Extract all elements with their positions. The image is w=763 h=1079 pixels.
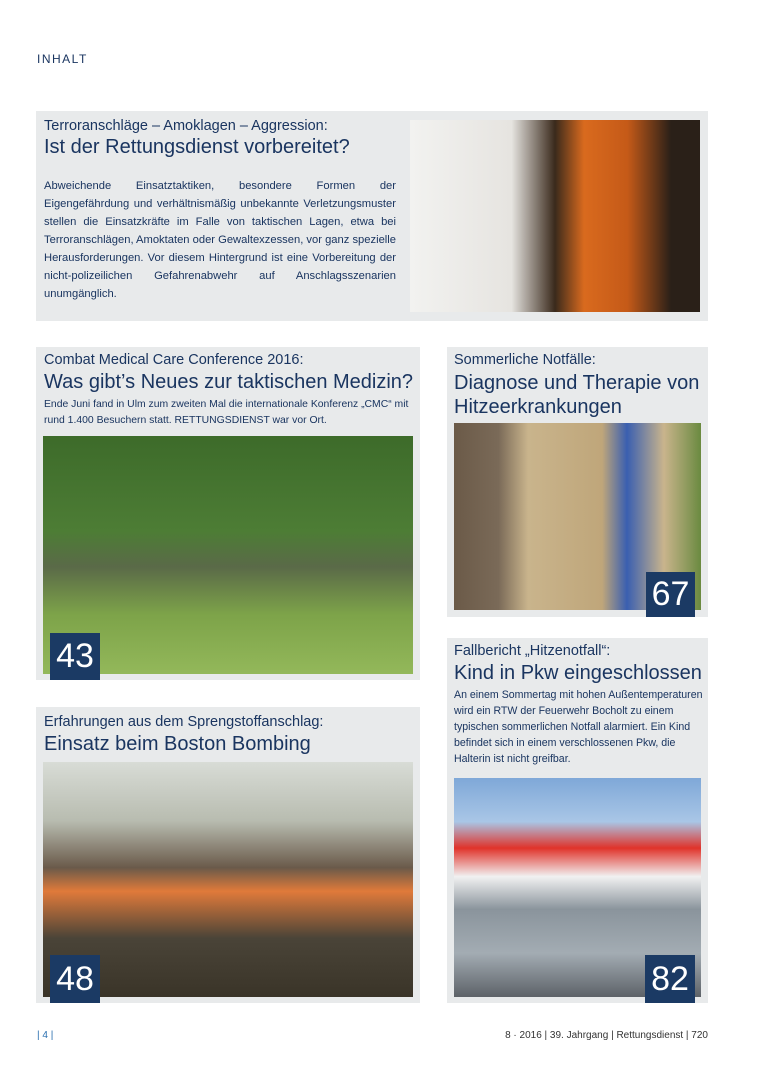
page-number: | 4 | — [37, 1030, 54, 1041]
page-badge: 48 — [50, 955, 100, 1003]
article-title: Ist der Rettungsdienst vorbereitet? — [44, 136, 350, 158]
issue-info: 8 · 2016 | 39. Jahrgang | Rettungsdienst | 720 — [505, 1030, 708, 1041]
article-photo-ambulance-car — [410, 120, 700, 312]
article-child-in-car[interactable] — [447, 638, 708, 1003]
article-subtitle: Terroranschläge – Amoklagen – Aggression: — [44, 118, 328, 134]
article-title: Einsatz beim Boston Bombing — [44, 733, 311, 755]
article-description: Abweichende Einsatztaktiken, besondere Formen der Eigengefährdung und verhältnismäßig unbekannte Verletzungsmuster stellen die Einsatzkräfte im Falle von taktischen Lagen, etwa bei Terroranschlägen, Amoktaten oder Gewaltexzessen, vor ganz spezielle Herausforderungen. Vor diesem Hintergrund ist eine Vorbereitung der nicht-polizeilichen Gefahrenabwehr auf Anschlagsszenarien unumgänglich. — [44, 180, 396, 300]
section-label: INHALT — [37, 52, 88, 66]
article-subtitle: Erfahrungen aus dem Sprengstoffanschlag: — [44, 714, 324, 730]
article-terror[interactable] — [36, 111, 708, 321]
article-title: Kind in Pkw eingeschlossen — [454, 662, 702, 684]
page-badge: 67 — [646, 572, 695, 617]
article-description: An einem Sommertag mit hohen Außentemperaturen wird ein RTW der Feuerwehr Bocholt zu einem typischen sommerlichen Notfall alarmiert. Ein Kind befindet sich in einem verschlossenen Pkw, die Halterin ist nicht greifbar. — [454, 689, 703, 765]
article-cmc[interactable] — [36, 347, 420, 680]
page-badge: 43 — [50, 633, 100, 680]
article-title: Diagnose und Therapie von Hitzeerkrankungen — [454, 372, 700, 418]
article-heat-illness[interactable] — [447, 347, 708, 617]
article-description: Ende Juni fand in Ulm zum zweiten Mal die internationale Konferenz „CMC“ mit rund 1.400 Besuchern statt. RETTUNGSDIENST war vor Ort. — [44, 399, 409, 426]
page-badge: 82 — [645, 955, 695, 1003]
article-subtitle: Sommerliche Notfälle: — [454, 352, 596, 368]
article-title: Was gibt’s Neues zur taktischen Medizin? — [44, 371, 414, 393]
article-subtitle: Combat Medical Care Conference 2016: — [44, 352, 304, 368]
article-boston[interactable] — [36, 707, 420, 1003]
article-subtitle: Fallbericht „Hitzenotfall“: — [454, 643, 611, 659]
